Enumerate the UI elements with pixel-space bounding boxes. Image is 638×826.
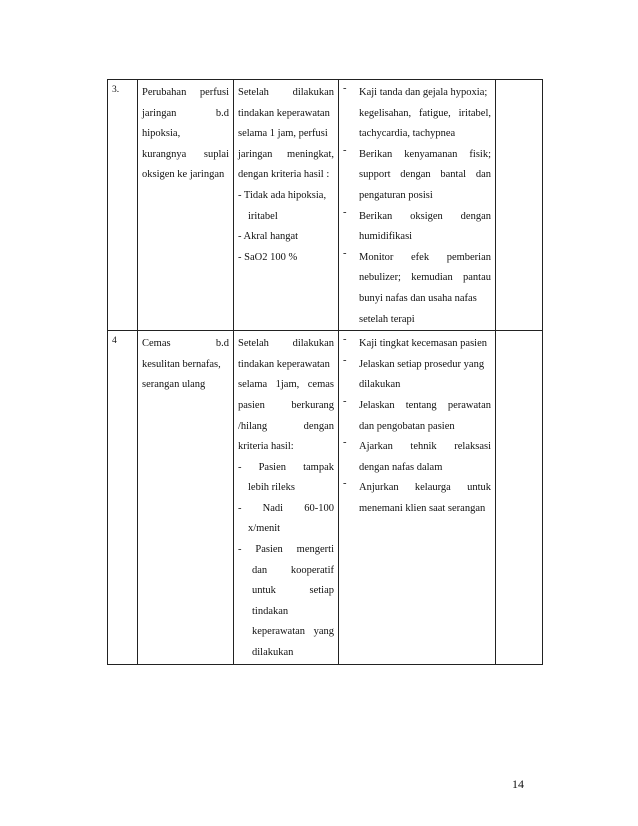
goal-cell xyxy=(234,80,339,331)
intervention-line: humidifikasi xyxy=(359,231,413,243)
intervention-line: support dengan bantal dan xyxy=(359,169,491,181)
diagnosis-line: Perubahan perfusi xyxy=(142,87,229,98)
goal-line: x/menit xyxy=(248,523,281,535)
goal-line: keperawatan yang xyxy=(252,626,334,638)
bullet-dash: - xyxy=(343,478,347,490)
goal-line: lebih rileks xyxy=(248,482,295,494)
goal-line: iritabel xyxy=(248,210,278,222)
goal-line: - Tidak ada hipoksia, xyxy=(238,189,327,201)
goal-word: Setelah xyxy=(238,87,269,98)
goal-cell xyxy=(234,331,339,665)
goal-line: - SaO2 100 % xyxy=(238,251,298,263)
goal-line: - Akral hangat xyxy=(238,231,299,243)
evaluation-cell xyxy=(496,80,543,331)
goal-word: dilakukan xyxy=(292,338,334,350)
row-number-cell xyxy=(108,331,138,665)
intervention-line: nebulizer; kemudian pantau xyxy=(359,272,491,284)
goal-line: /hilang dengan xyxy=(238,420,334,432)
bullet-dash: - xyxy=(343,354,347,366)
intervention-line: setelah terapi xyxy=(359,313,415,325)
goal-line: selama 1 jam, perfusi xyxy=(238,128,328,140)
table-row xyxy=(108,80,543,331)
diagnosis-word: jaringan xyxy=(142,107,177,119)
goal-line: - Pasien mengerti xyxy=(238,544,334,556)
goal-word: dilakukan xyxy=(292,87,334,98)
intervention-line: Anjurkan kelaurga untuk xyxy=(359,482,491,494)
intervention-line: dilakukan xyxy=(359,379,401,391)
intervention-item xyxy=(343,396,491,437)
intervention-item xyxy=(343,355,491,396)
diagnosis-cell xyxy=(138,80,234,331)
intervention-item xyxy=(343,83,491,145)
bullet-dash: - xyxy=(343,83,347,94)
evaluation-cell xyxy=(496,331,543,665)
intervention-line: Berikan kenyamanan fisik; xyxy=(359,148,491,160)
goal-line: jaringan meningkat, xyxy=(238,148,334,160)
intervention-item xyxy=(343,248,491,330)
intervention-line: menemani klien saat serangan xyxy=(359,502,486,514)
intervention-line: bunyi nafas dan usaha nafas xyxy=(359,292,477,304)
bullet-dash: - xyxy=(343,247,347,259)
goal-line: tindakan keperawatan xyxy=(238,107,330,119)
page-number: 14 xyxy=(512,777,524,791)
goal-line: selama 1jam, cemas xyxy=(238,379,334,391)
bullet-dash: - xyxy=(343,144,347,156)
intervention-line: dan pengobatan pasien xyxy=(359,420,455,432)
diagnosis-line xyxy=(142,334,229,355)
table-row xyxy=(108,331,543,665)
intervention-line: pengaturan posisi xyxy=(359,189,433,201)
goal-line: kriteria hasil: xyxy=(238,441,294,453)
intervention-item xyxy=(343,207,491,248)
goal-line: tindakan xyxy=(252,605,289,617)
diagnosis-line: kurangnya suplai xyxy=(142,148,229,160)
goal-line: dilakukan xyxy=(252,647,294,659)
diagnosis-cell xyxy=(138,331,234,665)
diagnosis-word: b.d xyxy=(215,338,229,350)
goal-word: Setelah xyxy=(238,338,269,350)
intervention-item xyxy=(343,334,491,355)
diagnosis-line: oksigen ke jaringan xyxy=(142,169,225,181)
intervention-line: Jelaskan setiap prosedur yang xyxy=(359,358,485,370)
bullet-dash: - xyxy=(343,437,347,449)
diagnosis-line: serangan ulang xyxy=(142,379,206,391)
intervention-cell xyxy=(339,80,496,331)
intervention-line: Berikan oksigen dengan xyxy=(359,210,491,222)
intervention-line: dengan nafas dalam xyxy=(359,461,443,473)
intervention-line: kegelisahan, fatigue, iritabel, xyxy=(359,107,491,119)
intervention-line: Jelaskan tentang perawatan xyxy=(359,399,491,411)
intervention-item xyxy=(343,437,491,478)
goal-line: - Nadi 60-100 xyxy=(238,502,334,514)
intervention-line: Ajarkan tehnik relaksasi xyxy=(359,441,491,453)
intervention-item xyxy=(343,478,491,519)
intervention-item xyxy=(343,145,491,207)
diagnosis-line: hipoksia, xyxy=(142,128,181,140)
goal-line xyxy=(238,83,334,104)
diagnosis-word: Cemas xyxy=(142,338,171,350)
goal-line xyxy=(238,334,334,355)
goal-line: - Pasien tampak xyxy=(238,461,334,473)
intervention-line: Kaji tanda dan gejala hypoxia; xyxy=(359,87,488,98)
goal-line: untuk setiap xyxy=(252,585,334,597)
nursing-care-table xyxy=(107,79,543,665)
goal-line: pasien berkurang xyxy=(238,399,334,411)
intervention-line: Monitor efek pemberian xyxy=(359,251,491,263)
row-number: 4 xyxy=(112,336,117,347)
intervention-cell xyxy=(339,331,496,665)
diagnosis-word: b.d xyxy=(215,107,229,119)
row-number-cell xyxy=(108,80,138,331)
goal-line: tindakan keperawatan xyxy=(238,358,330,370)
goal-line: dengan kriteria hasil : xyxy=(238,169,330,181)
bullet-dash: - xyxy=(343,395,347,407)
diagnosis-line: kesulitan bernafas, xyxy=(142,358,221,370)
row-number: 3. xyxy=(112,85,120,95)
intervention-line: tachycardia, tachypnea xyxy=(359,128,456,140)
diagnosis-line xyxy=(142,104,229,125)
goal-line: dan kooperatif xyxy=(252,564,334,576)
intervention-line: Kaji tingkat kecemasan pasien xyxy=(359,338,487,350)
bullet-dash: - xyxy=(343,334,347,346)
bullet-dash: - xyxy=(343,206,347,218)
